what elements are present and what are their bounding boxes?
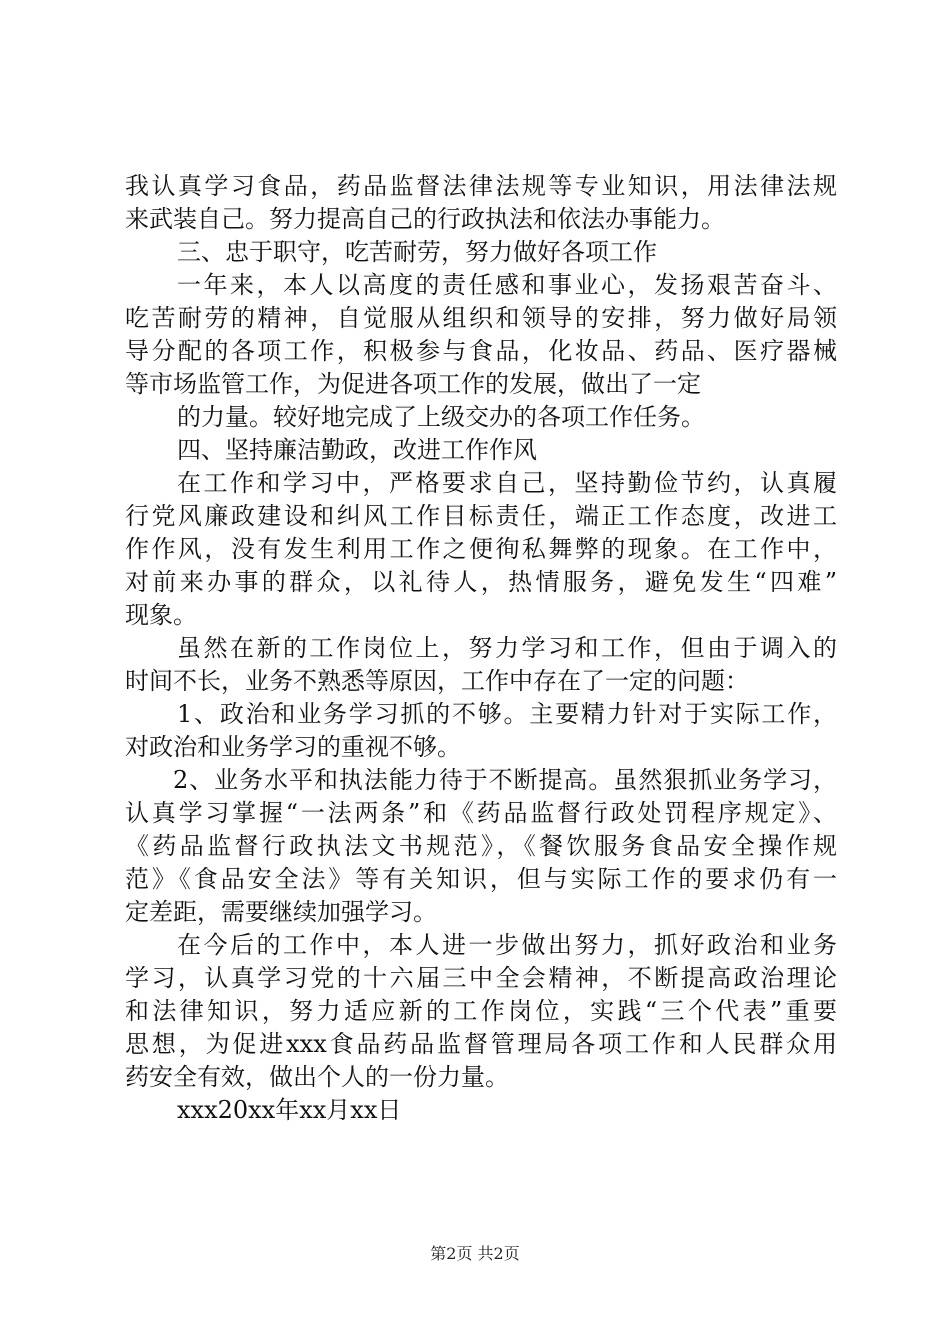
text-line-16: 时间不长，业务不熟悉等原因，工作中存在了一定的问题： [125, 667, 749, 695]
text-line-20: 认真学习掌握“一法两条”和《药品监督行政处罚程序规定》、 [125, 799, 837, 827]
document-body [125, 170, 837, 1127]
issue-item-1: 1、政治和业务学习抓的不够。主要精力针对于实际工作， [177, 700, 837, 728]
text-line-22: 范》《食品安全法》等有关知识，但与实际工作的要求仍有一 [125, 865, 837, 893]
section-heading-3: 三、忠于职守，吃苦耐劳，努力做好各项工作 [177, 238, 657, 266]
issue-item-2: 2、业务水平和执法能力待于不断提高。虽然狠抓业务学习， [173, 766, 837, 794]
text-line-1: 我认真学习食品，药品监督法律法规等专业知识，用法律法规 [125, 172, 837, 200]
text-line-27: 思想，为促进xxx食品药品监督管理局各项工作和人民群众用 [125, 1030, 837, 1058]
text-line-12: 作作风，没有发生利用工作之便徇私舞弊的现象。在工作中， [125, 535, 837, 563]
text-line-18: 对政治和业务学习的重视不够。 [125, 733, 461, 761]
text-line-7: 等市场监管工作，为促进各项工作的发展，做出了一定 [125, 370, 701, 398]
text-line-14: 现象。 [125, 601, 197, 629]
text-line-11: 行党风廉政建设和纠风工作目标责任，端正工作态度，改进工 [125, 502, 837, 530]
text-line-6: 导分配的各项工作，积极参与食品，化妆品、药品、医疗器械 [125, 337, 837, 365]
text-line-15: 虽然在新的工作岗位上，努力学习和工作，但由于调入的 [177, 634, 837, 662]
page-footer: 第2页 共2页 [430, 1244, 520, 1263]
signature-date: xxx20xx年xx月xx日 [177, 1096, 402, 1124]
text-line-26: 和法律知识，努力适应新的工作岗位，实践“三个代表”重要 [125, 997, 837, 1025]
text-line-2: 来武装自己。努力提高自己的行政执法和依法办事能力。 [125, 205, 725, 233]
section-heading-4: 四、坚持廉洁勤政，改进工作作风 [177, 436, 537, 464]
text-line-24: 在今后的工作中，本人进一步做出努力，抓好政治和业务 [177, 931, 837, 959]
text-line-13: 对前来办事的群众，以礼待人，热情服务，避免发生“四难” [125, 568, 837, 596]
text-line-25: 学习，认真学习党的十六届三中全会精神，不断提高政治理论 [125, 964, 837, 992]
text-line-21: 《药品监督行政执法文书规范》，《餐饮服务食品安全操作规 [125, 832, 837, 860]
text-line-10: 在工作和学习中，严格要求自己，坚持勤俭节约，认真履 [177, 469, 837, 497]
text-line-28: 药安全有效，做出个人的一份力量。 [125, 1063, 509, 1091]
text-line-23: 定差距，需要继续加强学习。 [125, 898, 437, 926]
text-line-5: 吃苦耐劳的精神，自觉服从组织和领导的安排，努力做好局领 [125, 304, 837, 332]
text-line-4: 一年来，本人以高度的责任感和事业心，发扬艰苦奋斗、 [177, 271, 837, 299]
text-line-8: 的力量。较好地完成了上级交办的各项工作任务。 [177, 403, 705, 431]
